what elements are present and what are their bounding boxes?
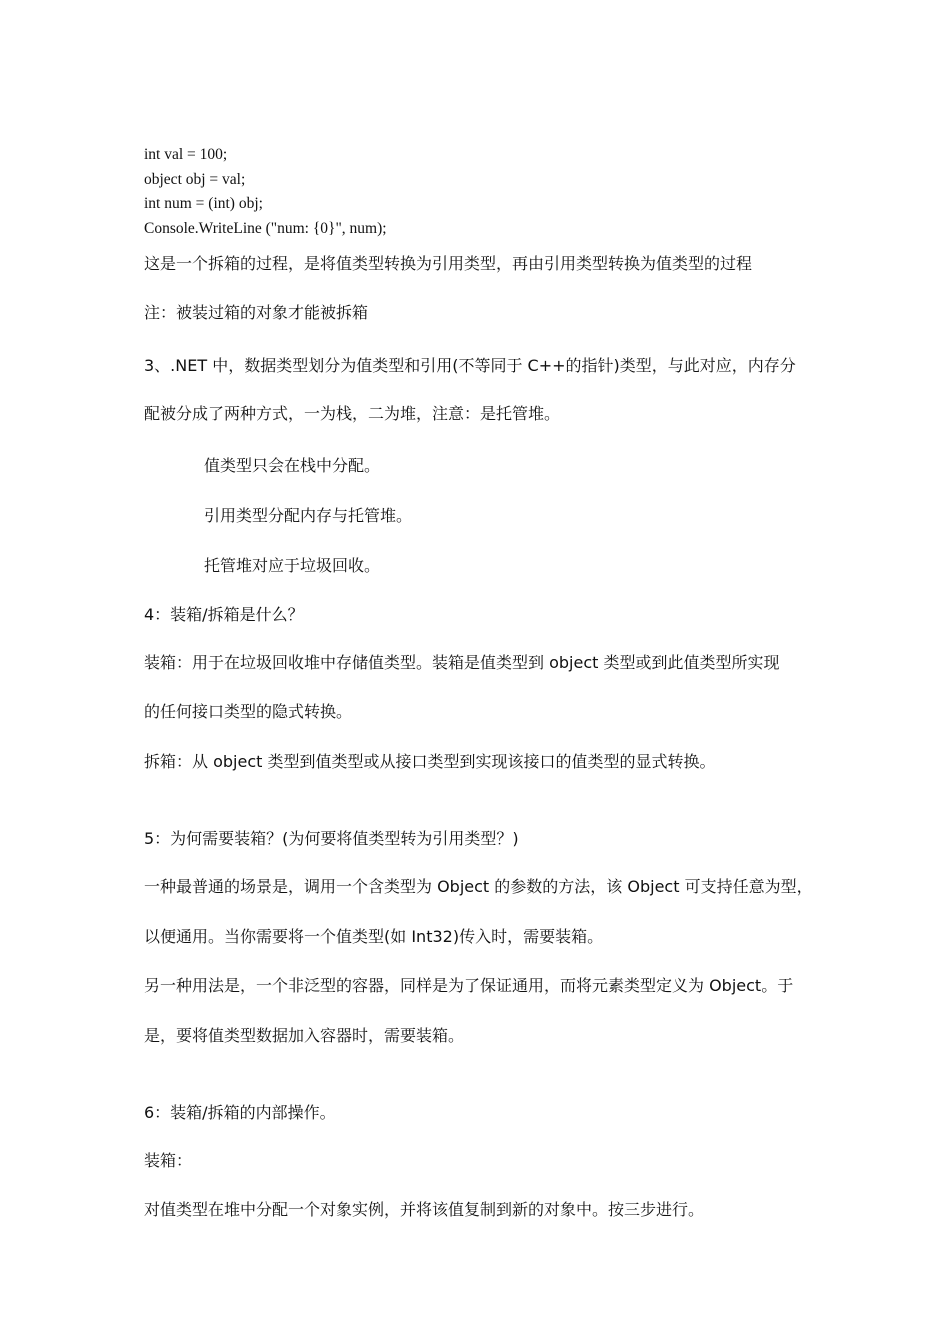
code-line: int num = (int) obj; — [144, 195, 263, 212]
paragraph-line: 配被分成了两种方式，一为栈，二为堆，注意：是托管堆。 — [144, 404, 561, 423]
paragraph-line: 另一种用法是，一个非泛型的容器，同样是为了保证通用，而将元素类型定义为 Object。于 — [144, 976, 794, 995]
paragraph-line: 装箱：用于在垃圾回收堆中存储值类型。装箱是值类型到 object 类型或到此值类型所实现 — [144, 653, 780, 672]
section-heading-4: 4：装箱/拆箱是什么？ — [144, 605, 304, 624]
paragraph-line: 装箱： — [144, 1151, 193, 1170]
section-heading-6: 6：装箱/拆箱的内部操作。 — [144, 1103, 336, 1122]
code-line: int val = 100; — [144, 146, 228, 163]
code-line: Console.WriteLine ("num: {0}", num); — [144, 220, 387, 237]
paragraph-line: 3、.NET 中，数据类型划分为值类型和引用(不等同于 C++的指针)类型，与此对应，内存分 — [144, 356, 796, 375]
paragraph-line: 以便通用。当你需要将一个值类型(如 Int32)传入时，需要装箱。 — [144, 927, 604, 946]
paragraph-line: 一种最普通的场景是，调用一个含类型为 Object 的参数的方法，该 Object 可支持任意为型， — [144, 877, 813, 896]
indented-line: 托管堆对应于垃圾回收。 — [204, 556, 381, 575]
paragraph-line: 是，要将值类型数据加入容器时，需要装箱。 — [144, 1026, 465, 1045]
indented-line: 值类型只会在栈中分配。 — [204, 456, 381, 475]
paragraph-line: 这是一个拆箱的过程，是将值类型转换为引用类型，再由引用类型转换为值类型的过程 — [144, 254, 753, 273]
section-heading-5: 5：为何需要装箱？(为何要将值类型转为引用类型？) — [144, 829, 519, 848]
code-line: object obj = val; — [144, 171, 246, 188]
paragraph-line: 的任何接口类型的隐式转换。 — [144, 702, 353, 721]
note-line: 注：被装过箱的对象才能被拆箱 — [144, 303, 369, 322]
paragraph-line: 对值类型在堆中分配一个对象实例，并将该值复制到新的对象中。按三步进行。 — [144, 1200, 705, 1219]
paragraph-line: 拆箱：从 object 类型到值类型或从接口类型到实现该接口的值类型的显式转换。 — [144, 752, 716, 771]
indented-line: 引用类型分配内存与托管堆。 — [204, 506, 413, 525]
